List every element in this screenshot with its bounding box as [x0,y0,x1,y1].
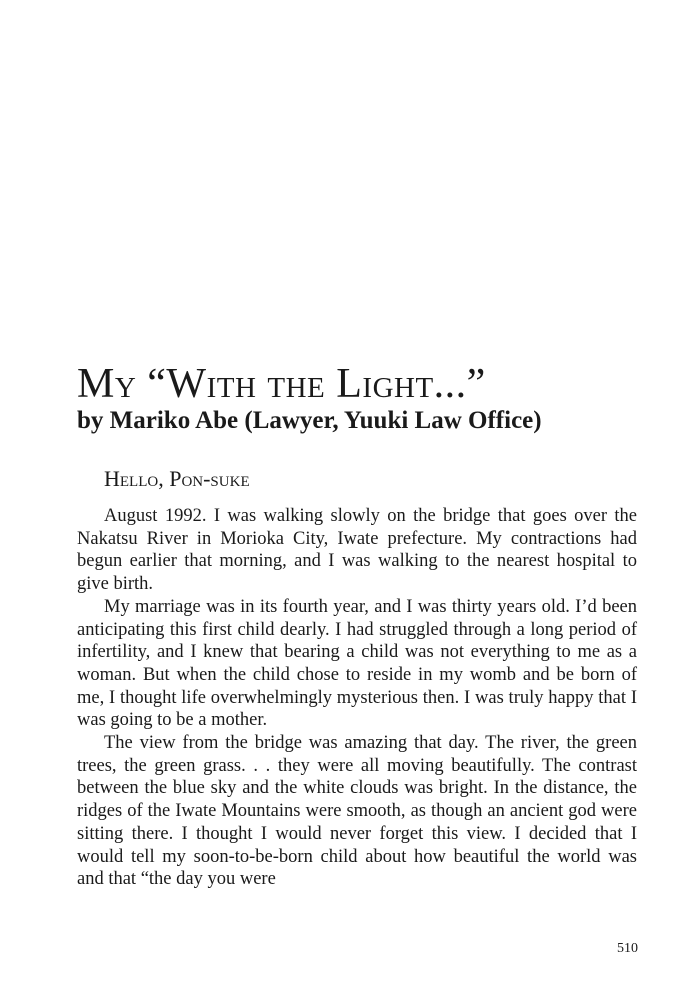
paragraph: August 1992. I was walking slowly on the bridge that goes over the Nakatsu River in Morioka City, Iwate prefecture. My contractions had begun earlier that morning, and I was walking to the nearest hospital to give birth. [77,506,637,595]
article-title: My “With the Light...” [77,361,486,407]
paragraph: My marriage was in its fourth year, and I was thirty years old. I’d been anticipating this first child dearly. I had struggled through a long period of infertility, and I knew that bearing a child was not everything to me as a woman. But when the child chose to reside in my womb and be born of me, I thought life overwhelmingly mysterious then. I was truly happy that I was going to be a mother. [77,596,637,731]
section-heading: Hello, Pon-suke [104,466,250,491]
page-number: 510 [617,941,638,956]
paragraph: The view from the bridge was amazing that day. The river, the green trees, the green grass. . . they were all moving beautifully. The contrast between the blue sky and the white clouds was bright. In the distance, the ridges of the Iwate Mountains were smooth, as though an ancient god were sitting there. I thought I would never forget this view. I decided that I would tell my soon-to-be-born child about how beautiful the world was and that “the day you were [77,733,637,890]
article-body [77,505,637,891]
article-byline: by Mariko Abe (Lawyer, Yuuki Law Office) [77,407,542,434]
